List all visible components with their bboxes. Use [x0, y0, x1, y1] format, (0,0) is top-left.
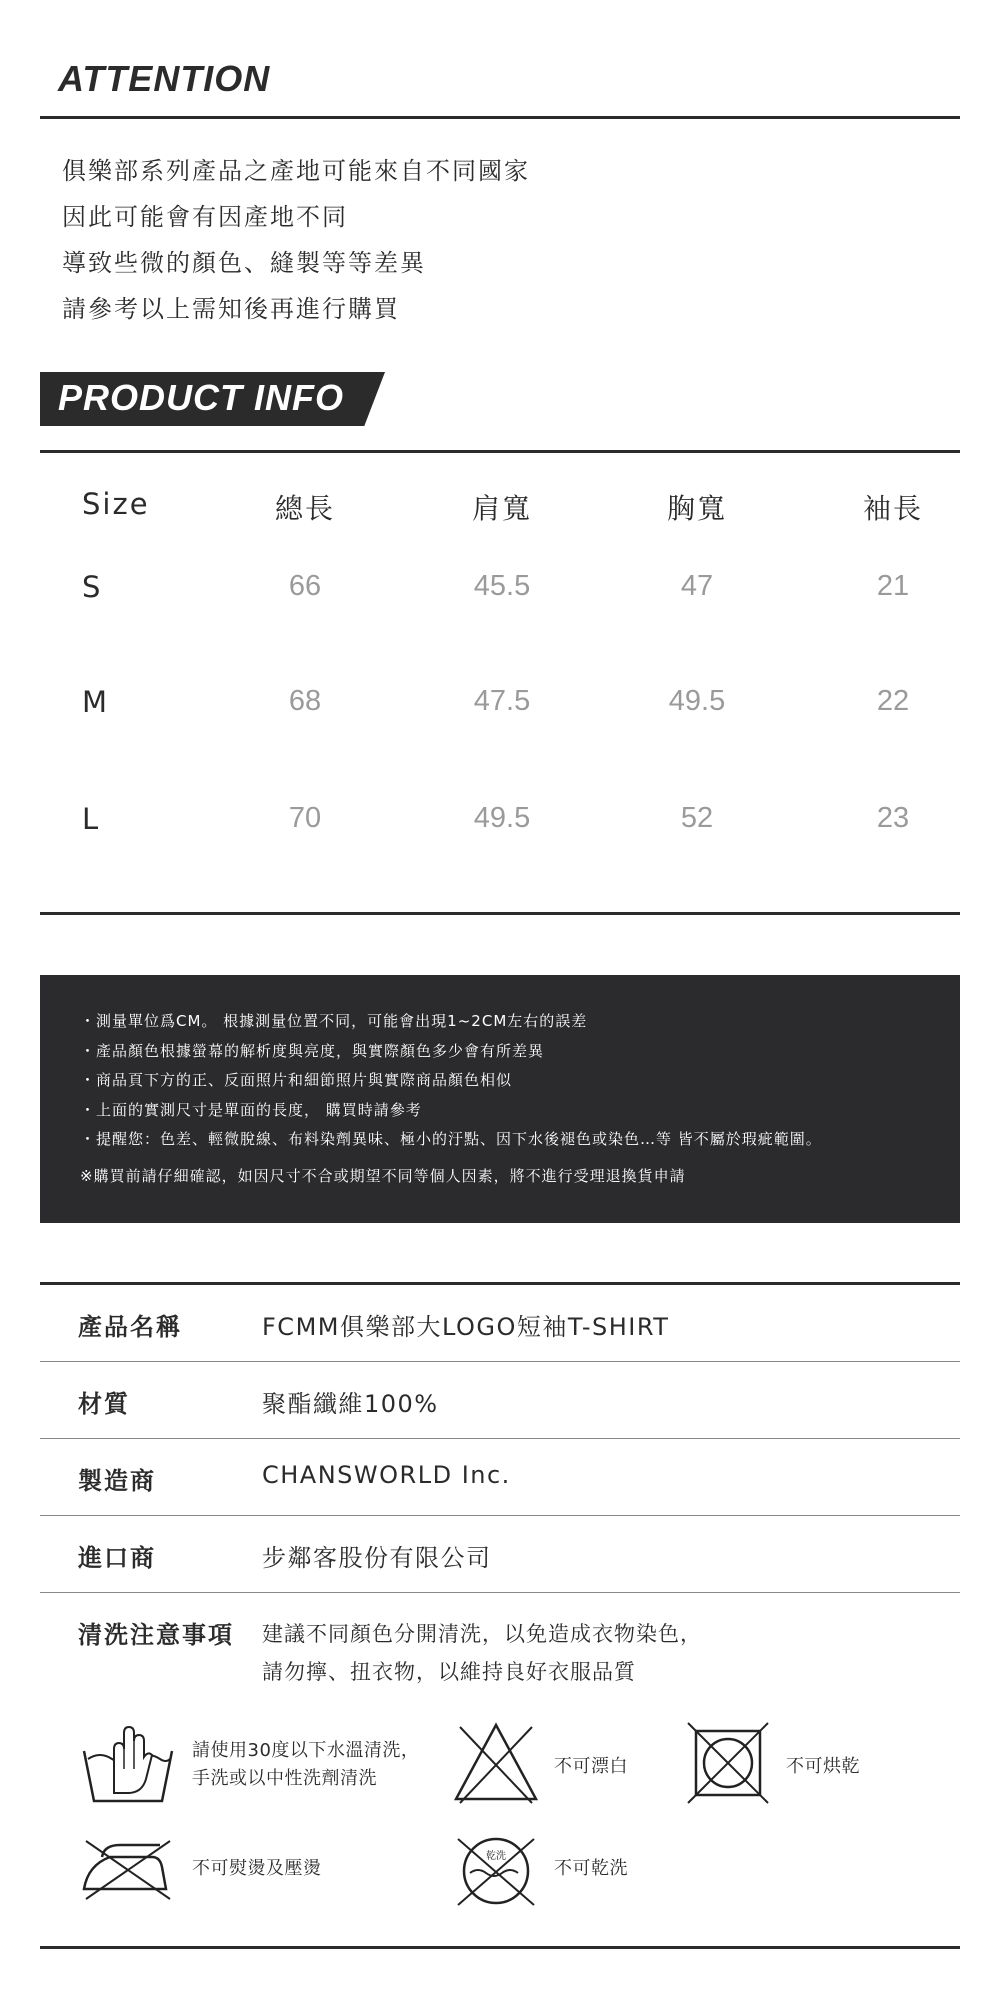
header-sleeve-length: 袖長: [862, 492, 924, 525]
attention-line: 請參考以上需知後再進行購買: [62, 295, 400, 323]
no-bleach-icon: [454, 1721, 538, 1809]
size-table-header: [40, 453, 960, 568]
size-table: [40, 453, 960, 919]
no-iron-icon: [80, 1833, 176, 1907]
size-value: 52: [680, 802, 714, 834]
size-value: 45.5: [473, 570, 531, 602]
notice-item: ・提醒您：色差、輕微脫線、布料染劑異味、極小的汙點、因下水後褪色或染色…等 皆不屬於瑕疵範圍。: [80, 1130, 822, 1148]
attention-line: 導致些微的顏色、縫製等等差異: [62, 249, 426, 277]
no-dry-clean-icon: [454, 1829, 538, 1917]
header-total-length: 總長: [274, 492, 336, 525]
notice-item: ・商品頁下方的正、反面照片和細節照片與實際商品顏色相似: [80, 1071, 513, 1089]
detail-label: 材質: [78, 1390, 130, 1418]
no-tumble-dry-icon: [686, 1721, 770, 1809]
detail-value: 步鄰客股份有限公司: [262, 1544, 492, 1572]
size-value: 68: [288, 685, 322, 717]
table-row: [40, 1515, 960, 1592]
header-size: Size: [82, 487, 150, 521]
table-row: [40, 685, 960, 802]
size-value: 47.5: [473, 685, 531, 717]
table-row: [40, 1282, 960, 1361]
care-label: 清洗注意事項: [78, 1621, 234, 1649]
care-text: [262, 1615, 702, 1691]
size-value: 49.5: [473, 802, 531, 834]
details-bottom-rule: [40, 1946, 960, 1949]
detail-value: 聚酯纖維100%: [262, 1390, 439, 1418]
size-value: 21: [876, 570, 910, 602]
caption-line: 請使用30度以下水溫清洗，: [192, 1740, 420, 1761]
no-tumble-dry-caption: 不可烘乾: [786, 1756, 860, 1777]
care-line: 請勿擰、扭衣物，以維持良好衣服品質: [262, 1660, 636, 1684]
notice-footer: ※購買前請仔細確認，如因尺寸不合或期望不同等個人因素，將不進行受理退換貨申請: [80, 1167, 686, 1185]
size-label: L: [82, 802, 99, 836]
no-iron-caption: 不可熨燙及壓燙: [192, 1858, 322, 1879]
notice-item: ・測量單位爲CM。 根據測量位置不同，可能會出現1~2CM左右的誤差: [80, 1012, 588, 1030]
notice-item: ・上面的實測尺寸是單面的長度， 購買時請參考: [80, 1100, 422, 1119]
size-value: 23: [876, 802, 910, 834]
size-value: 70: [288, 802, 322, 834]
attention-line: 因此可能會有因產地不同: [62, 203, 348, 231]
detail-label: 產品名稱: [78, 1313, 182, 1341]
dry-clean-badge: 乾洗: [486, 1851, 506, 1862]
size-value: 47: [680, 570, 714, 602]
caption-line: 手洗或以中性洗劑清洗: [192, 1768, 377, 1789]
no-bleach-caption: 不可漂白: [554, 1756, 628, 1777]
care-line: 建議不同顏色分開清洗，以免造成衣物染色，: [262, 1622, 702, 1646]
size-value: 66: [288, 570, 322, 602]
care-instructions: [40, 1592, 960, 1941]
attention-notes: [62, 148, 530, 332]
product-info-title: PRODUCT INFO: [58, 377, 344, 418]
notice-list: [80, 1007, 822, 1155]
product-details-table: [40, 1282, 960, 1941]
notice-item: ・產品顏色根據螢幕的解析度與亮度，與實際顏色多少會有所差異: [80, 1041, 545, 1060]
size-table-bottom-rule: [40, 912, 960, 915]
size-label: M: [82, 685, 108, 719]
detail-value: FCMM俱樂部大LOGO短袖T-SHIRT: [262, 1313, 670, 1341]
header-chest-width: 胸寬: [666, 492, 728, 525]
table-row: [40, 568, 960, 685]
size-value: 22: [876, 685, 910, 717]
detail-value: CHANSWORLD Inc.: [262, 1461, 511, 1489]
detail-label: 進口商: [78, 1544, 156, 1572]
attention-title: ATTENTION: [58, 58, 271, 99]
size-value: 49.5: [668, 685, 726, 717]
table-row: [40, 1438, 960, 1515]
detail-label: 製造商: [78, 1467, 156, 1495]
header-shoulder-width: 肩寬: [471, 492, 533, 525]
attention-line: 俱樂部系列產品之產地可能來自不同國家: [62, 157, 530, 185]
hand-wash-caption: [192, 1737, 419, 1793]
measurement-notice: [40, 975, 960, 1223]
no-dry-clean-caption: 不可乾洗: [554, 1858, 628, 1879]
hand-wash-icon: [80, 1721, 176, 1809]
size-label: S: [82, 570, 101, 604]
attention-divider: [40, 116, 960, 119]
table-row: [40, 1361, 960, 1438]
table-row: [40, 802, 960, 919]
